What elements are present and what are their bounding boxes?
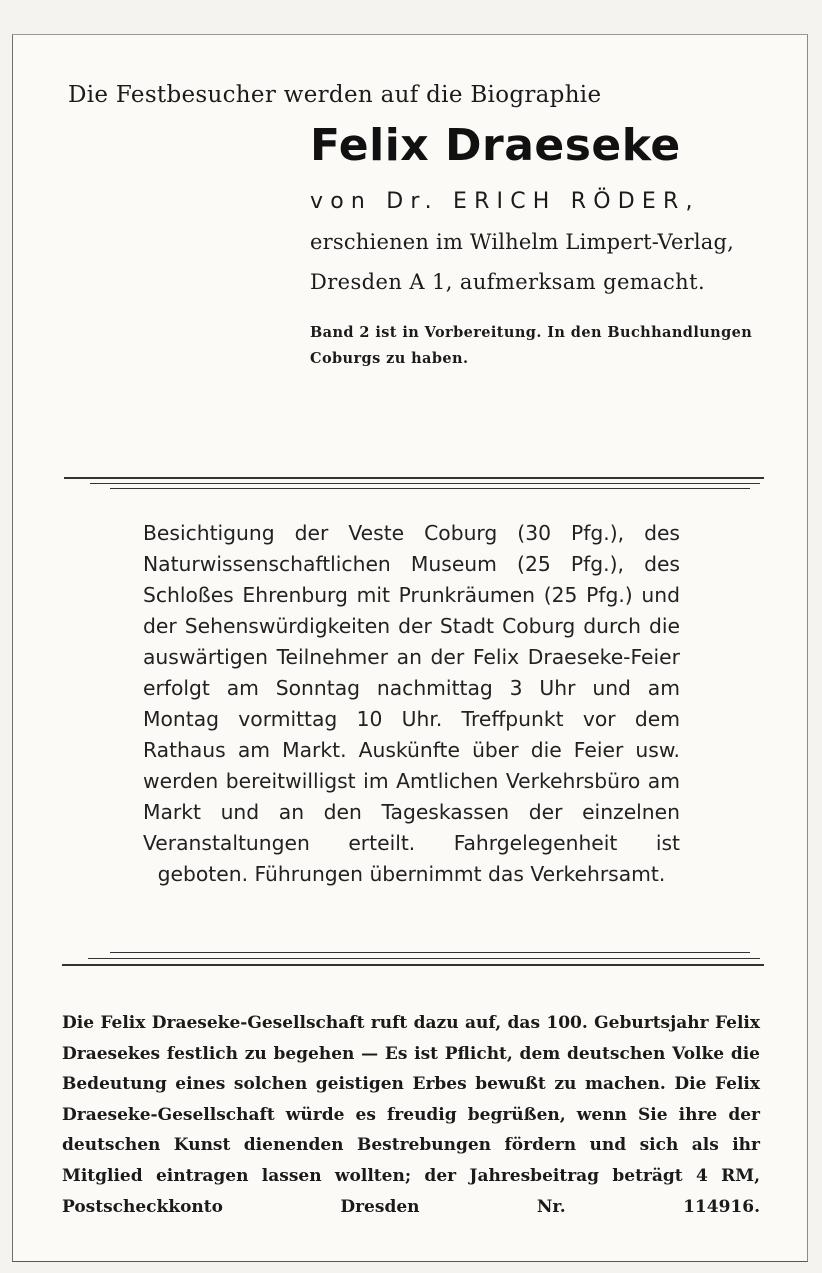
author-line: von Dr. ERICH RÖDER, — [310, 189, 700, 214]
publisher-line-2: Dresden A 1, aufmerksam gemacht. — [310, 270, 706, 294]
society-appeal: Die Felix Draeseke-Gesellschaft ruft dazu auf, das 100. Geburtsjahr Felix Draesekes festlich zu begehen — Es ist Pflicht, dem deutschen Volke die Bedeutung eines solchen geistigen Erbes bewußt zu machen. Die Felix Draeseke-Gesellschaft würde es freudig begrüßen, wenn Sie ihre der deutschen Kunst dienenden Bestrebungen fördern und sich als ihr Mitglied eintragen lassen wollten; der Jahresbeitrag beträgt 4 RM, Postscheckkonto Dresden Nr. 114916. — [62, 1013, 760, 1217]
publisher-line-1: erschienen im Wilhelm Limpert-Verlag, — [310, 230, 734, 254]
book-title: Felix Draeseke — [310, 120, 681, 171]
tour-information: Besichtigung der Veste Coburg (30 Pfg.), des Naturwissenschaftlichen Museum (25 Pfg.), des Schloßes Ehrenburg mit Prunkräumen (25 Pfg.) und der Sehenswürdigkeiten der Stadt Coburg durch die auswärtigen Teilnehmer an der Felix Draeseke-Feier erfolgt am Sonntag nachmittag 3 Uhr und am Montag vormittag 10 Uhr. Treffpunkt vor dem Rathaus am Markt. Auskünfte über die Feier usw. werden bereitwilligst im Amtlichen Verkehrsbüro am Markt und an den Tageskassen der einzelnen Veranstaltungen erteilt. Fahrgelegenheit ist geboten. Führungen übernimmt das Verkehrsamt. — [143, 521, 680, 886]
intro-text: Die Festbesucher werden auf die Biographie — [68, 82, 602, 108]
volume-note-line-1: Band 2 ist in Vorbereitung. In den Buchhandlungen — [310, 324, 753, 341]
volume-note-line-2: Coburgs zu haben. — [310, 350, 469, 367]
